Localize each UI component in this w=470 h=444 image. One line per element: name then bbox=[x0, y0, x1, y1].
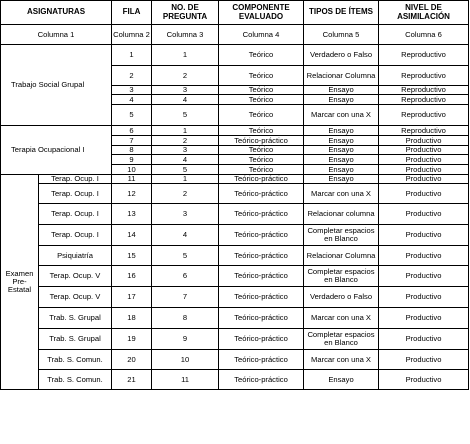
nivel-cell: Productivo bbox=[379, 329, 469, 350]
tipo-cell: Verdadero o Falso bbox=[304, 287, 379, 308]
tipo-cell: Ensayo bbox=[304, 165, 379, 175]
column-label-5: Columna 5 bbox=[304, 25, 379, 45]
tipo-cell: Ensayo bbox=[304, 146, 379, 155]
tipo-cell: Ensayo bbox=[304, 370, 379, 390]
fila-cell: 9 bbox=[112, 155, 152, 165]
fila-cell: 3 bbox=[112, 86, 152, 95]
tipo-cell: Verdadero o Falso bbox=[304, 45, 379, 66]
tipo-cell: Relacionar Columna bbox=[304, 246, 379, 266]
nivel-cell: Productivo bbox=[379, 184, 469, 204]
subject-cell: Trab. S. Comun. bbox=[39, 370, 112, 390]
componente-cell: Teórico-práctico bbox=[219, 225, 304, 246]
pregunta-cell: 2 bbox=[152, 66, 219, 86]
fila-cell: 13 bbox=[112, 204, 152, 225]
componente-cell: Teórico-práctico bbox=[219, 266, 304, 287]
tipo-cell: Marcar con una X bbox=[304, 184, 379, 204]
subject-cell: Trab. S. Grupal bbox=[39, 308, 112, 329]
nivel-cell: Productivo bbox=[379, 146, 469, 155]
nivel-cell: Productivo bbox=[379, 175, 469, 184]
tipo-cell: Ensayo bbox=[304, 95, 379, 105]
nivel-cell: Productivo bbox=[379, 287, 469, 308]
fila-cell: 21 bbox=[112, 370, 152, 390]
tipo-cell: Ensayo bbox=[304, 126, 379, 136]
nivel-cell: Reproductivo bbox=[379, 86, 469, 95]
column-label-1: Columna 1 bbox=[1, 25, 112, 45]
nivel-cell: Productivo bbox=[379, 370, 469, 390]
componente-cell: Teórico-práctico bbox=[219, 136, 304, 146]
table-row bbox=[1, 308, 469, 329]
table-row bbox=[1, 370, 469, 390]
nivel-cell: Reproductivo bbox=[379, 95, 469, 105]
fila-cell: 14 bbox=[112, 225, 152, 246]
pregunta-cell: 8 bbox=[152, 308, 219, 329]
componente-cell: Teórico bbox=[219, 165, 304, 175]
componente-cell: Teórico-práctico bbox=[219, 246, 304, 266]
componente-cell: Teórico bbox=[219, 86, 304, 95]
header-no-pregunta: NO. DE PREGUNTA bbox=[152, 1, 219, 25]
componente-cell: Teórico bbox=[219, 126, 304, 136]
fila-cell: 11 bbox=[112, 175, 152, 184]
table-row bbox=[1, 350, 469, 370]
header-asignaturas: ASIGNATURAS bbox=[1, 1, 112, 25]
nivel-cell: Productivo bbox=[379, 350, 469, 370]
table-row bbox=[1, 184, 469, 204]
nivel-cell: Productivo bbox=[379, 155, 469, 165]
subject-cell: Terap. Ocup. I bbox=[39, 225, 112, 246]
group-terapia-ocupacional: Terapia Ocupacional I bbox=[1, 126, 112, 175]
componente-cell: Teórico bbox=[219, 45, 304, 66]
tipo-cell: Marcar con una X bbox=[304, 350, 379, 370]
pregunta-cell: 1 bbox=[152, 45, 219, 66]
fila-cell: 12 bbox=[112, 184, 152, 204]
fila-cell: 19 bbox=[112, 329, 152, 350]
table-row bbox=[1, 204, 469, 225]
componente-cell: Teórico bbox=[219, 105, 304, 126]
nivel-cell: Productivo bbox=[379, 136, 469, 146]
nivel-cell: Reproductivo bbox=[379, 126, 469, 136]
fila-cell: 16 bbox=[112, 266, 152, 287]
pregunta-cell: 3 bbox=[152, 204, 219, 225]
subject-cell: Trab. S. Grupal bbox=[39, 329, 112, 350]
componente-cell: Teórico bbox=[219, 146, 304, 155]
pregunta-cell: 4 bbox=[152, 225, 219, 246]
tipo-cell: Completar espacios en Blanco bbox=[304, 225, 379, 246]
pregunta-cell: 3 bbox=[152, 146, 219, 155]
fila-cell: 17 bbox=[112, 287, 152, 308]
table-row bbox=[1, 329, 469, 350]
fila-cell: 6 bbox=[112, 126, 152, 136]
pregunta-cell: 5 bbox=[152, 105, 219, 126]
pregunta-cell: 5 bbox=[152, 246, 219, 266]
column-label-6: Columna 6 bbox=[379, 25, 469, 45]
nivel-cell: Productivo bbox=[379, 204, 469, 225]
column-label-2: Columna 2 bbox=[112, 25, 152, 45]
table-row bbox=[1, 126, 469, 136]
fila-cell: 15 bbox=[112, 246, 152, 266]
pregunta-cell: 2 bbox=[152, 184, 219, 204]
subject-cell: Trab. S. Comun. bbox=[39, 350, 112, 370]
componente-cell: Teórico bbox=[219, 155, 304, 165]
nivel-cell: Productivo bbox=[379, 246, 469, 266]
nivel-cell: Productivo bbox=[379, 308, 469, 329]
tipo-cell: Ensayo bbox=[304, 175, 379, 184]
tipo-cell: Ensayo bbox=[304, 155, 379, 165]
fila-cell: 7 bbox=[112, 136, 152, 146]
pregunta-cell: 11 bbox=[152, 370, 219, 390]
table-row bbox=[1, 45, 469, 66]
column-label-4: Columna 4 bbox=[219, 25, 304, 45]
table-row bbox=[1, 266, 469, 287]
pregunta-cell: 6 bbox=[152, 266, 219, 287]
pregunta-cell: 1 bbox=[152, 126, 219, 136]
pregunta-cell: 4 bbox=[152, 95, 219, 105]
nivel-cell: Reproductivo bbox=[379, 66, 469, 86]
fila-cell: 4 bbox=[112, 95, 152, 105]
pregunta-cell: 9 bbox=[152, 329, 219, 350]
pregunta-cell: 7 bbox=[152, 287, 219, 308]
header-nivel: NIVEL DE ASIMILACIÓN bbox=[379, 1, 469, 25]
subject-cell: Terap. Ocup. I bbox=[39, 184, 112, 204]
tipo-cell: Relacionar Columna bbox=[304, 66, 379, 86]
componente-cell: Teórico-práctico bbox=[219, 370, 304, 390]
componente-cell: Teórico bbox=[219, 66, 304, 86]
table-row bbox=[1, 225, 469, 246]
fila-cell: 18 bbox=[112, 308, 152, 329]
componente-cell: Teórico bbox=[219, 95, 304, 105]
fila-cell: 1 bbox=[112, 45, 152, 66]
pregunta-cell: 10 bbox=[152, 350, 219, 370]
subject-cell: Terap. Ocup. V bbox=[39, 266, 112, 287]
tipo-cell: Ensayo bbox=[304, 136, 379, 146]
tipo-cell: Ensayo bbox=[304, 86, 379, 95]
tipo-cell: Relacionar columna bbox=[304, 204, 379, 225]
group-examen-pre-estatal: Examen Pre-Estatal bbox=[1, 175, 39, 390]
table-row bbox=[1, 287, 469, 308]
pregunta-cell: 1 bbox=[152, 175, 219, 184]
subject-cell: Terap. Ocup. I bbox=[39, 175, 112, 184]
componente-cell: Teórico-práctico bbox=[219, 329, 304, 350]
componente-cell: Teórico-práctico bbox=[219, 308, 304, 329]
componente-cell: Teórico-práctico bbox=[219, 184, 304, 204]
table-row bbox=[1, 175, 469, 184]
column-label-3: Columna 3 bbox=[152, 25, 219, 45]
componente-cell: Teórico-práctico bbox=[219, 175, 304, 184]
pregunta-cell: 4 bbox=[152, 155, 219, 165]
nivel-cell: Productivo bbox=[379, 165, 469, 175]
fila-cell: 5 bbox=[112, 105, 152, 126]
subject-cell: Terap. Ocup. I bbox=[39, 204, 112, 225]
pregunta-cell: 5 bbox=[152, 165, 219, 175]
table-row bbox=[1, 246, 469, 266]
fila-cell: 2 bbox=[112, 66, 152, 86]
subject-cell: Terap. Ocup. V bbox=[39, 287, 112, 308]
componente-cell: Teórico-práctico bbox=[219, 204, 304, 225]
tipo-cell: Completar espacios en Blanco bbox=[304, 266, 379, 287]
pregunta-cell: 3 bbox=[152, 86, 219, 95]
fila-cell: 20 bbox=[112, 350, 152, 370]
header-fila: FILA bbox=[112, 1, 152, 25]
group-trabajo-social: Trabajo Social Grupal bbox=[1, 45, 112, 126]
componente-cell: Teórico-práctico bbox=[219, 287, 304, 308]
nivel-cell: Reproductivo bbox=[379, 105, 469, 126]
nivel-cell: Reproductivo bbox=[379, 45, 469, 66]
subject-cell: Psiquiatría bbox=[39, 246, 112, 266]
tipo-cell: Marcar con una X bbox=[304, 105, 379, 126]
pregunta-cell: 2 bbox=[152, 136, 219, 146]
nivel-cell: Productivo bbox=[379, 266, 469, 287]
fila-cell: 10 bbox=[112, 165, 152, 175]
tipo-cell: Marcar con una X bbox=[304, 308, 379, 329]
nivel-cell: Productivo bbox=[379, 225, 469, 246]
header-tipos: TIPOS DE ÍTEMS bbox=[304, 1, 379, 25]
fila-cell: 8 bbox=[112, 146, 152, 155]
header-componente: COMPONENTE EVALUADO bbox=[219, 1, 304, 25]
tipo-cell: Completar espacios en Blanco bbox=[304, 329, 379, 350]
componente-cell: Teórico-práctico bbox=[219, 350, 304, 370]
